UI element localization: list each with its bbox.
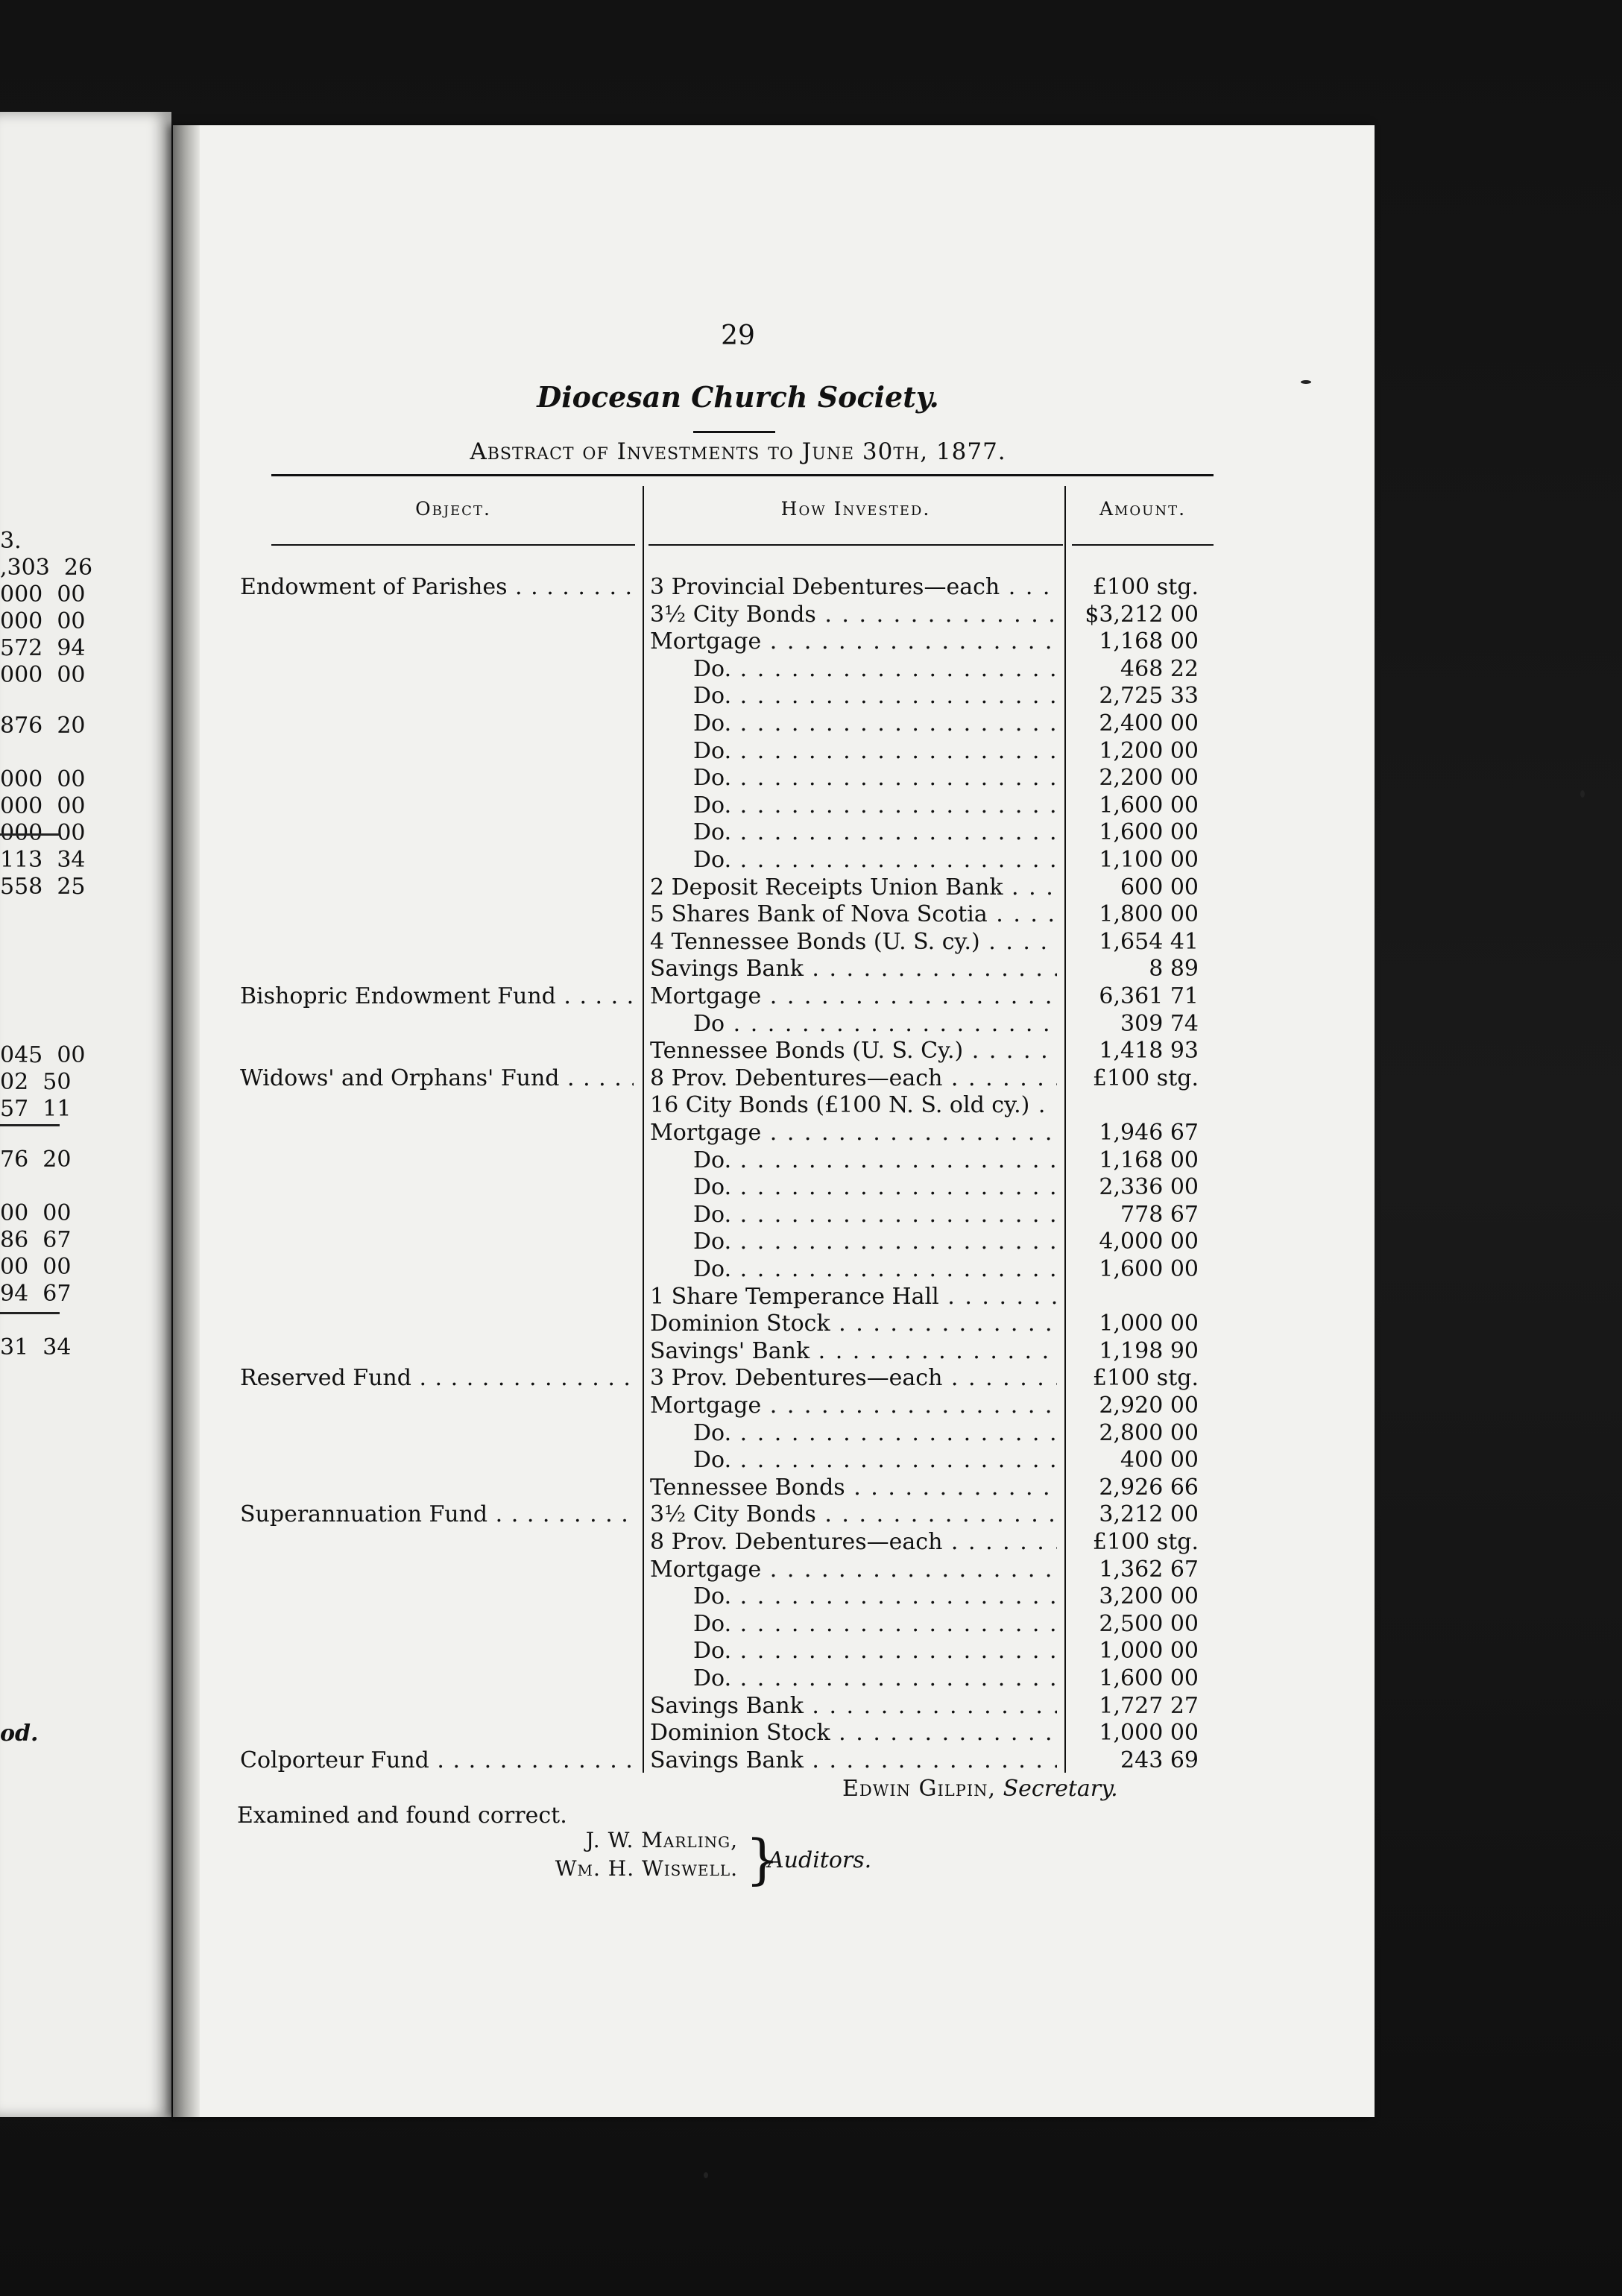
investment-method: Mortgage . . . [650, 1120, 1057, 1147]
investment-amount: 1,600 00 [1099, 819, 1199, 846]
investment-method: Do. . . . [693, 1174, 1057, 1201]
investment-amount: £100 stg. [1092, 1529, 1199, 1555]
investment-method: Do. . . . [693, 1583, 1057, 1610]
investment-method: 3 Prov. Debentures—each . . . [650, 1365, 1057, 1392]
investment-amount: £100 stg. [1092, 1365, 1199, 1392]
fund-name: Widows' and Orphans' Fund . . . [240, 1065, 634, 1092]
investment-amount: 3,200 00 [1099, 1583, 1199, 1610]
fund-name: Colporteur Fund . . . [240, 1747, 634, 1774]
column-header-how-invested: How Invested. [780, 498, 931, 520]
left-page-fragment: 57 11 [0, 1096, 72, 1122]
investment-method: Do. . . . [693, 1638, 1057, 1665]
investment-amount: 400 00 [1120, 1447, 1199, 1474]
investment-method: 8 Prov. Debentures—each . . . [650, 1529, 1057, 1556]
investment-amount: 1,000 00 [1099, 1311, 1199, 1337]
secretary-name: Edwin Gilpin, [842, 1776, 997, 1802]
investment-method: Do. . . . [693, 847, 1057, 874]
investment-method: Dominion Stock . . . [650, 1720, 1057, 1747]
investment-amount: 6,361 71 [1099, 983, 1199, 1009]
investment-method: 4 Tennessee Bonds (U. S. cy.) . . . [650, 929, 1057, 956]
fund-name: Endowment of Parishes . . . [240, 574, 634, 601]
left-page-fragment: 113 34 [0, 847, 86, 873]
investment-amount: 1,600 00 [1099, 1665, 1199, 1691]
column-header-object: Object. [415, 498, 491, 520]
investment-method: Savings Bank . . . [650, 1747, 1057, 1774]
left-page-fragment: 000 00 [0, 608, 86, 634]
investment-method: 1 Share Temperance Hall . . . [650, 1284, 1057, 1311]
header-rule-amount [1072, 544, 1214, 546]
investment-amount: 1,198 90 [1099, 1337, 1199, 1364]
investment-method: Do. . . . [693, 1147, 1057, 1174]
investment-amount: 243 69 [1120, 1747, 1199, 1773]
investment-amount: 8 89 [1149, 956, 1199, 983]
investment-amount: 600 00 [1120, 874, 1199, 901]
investment-amount: 2,400 00 [1099, 710, 1199, 737]
table-top-rule [271, 474, 1214, 476]
investment-amount: 1,600 00 [1099, 1256, 1199, 1282]
abstract-title: Abstract of Investments to June 30th, 1877. [470, 438, 1006, 465]
scan-speck [704, 2172, 708, 2178]
investment-method: Savings Bank . . . [650, 1693, 1057, 1720]
investment-method: 2 Deposit Receipts Union Bank . . . [650, 874, 1057, 901]
left-page-rule [0, 1312, 60, 1314]
scan-speck [1580, 790, 1585, 798]
investment-method: Savings' Bank . . . [650, 1338, 1057, 1365]
fund-name: Reserved Fund . . . [240, 1365, 634, 1392]
scan-speck [1301, 380, 1311, 384]
investment-amount: 1,000 00 [1099, 1720, 1199, 1747]
investment-method: 8 Prov. Debentures—each . . . [650, 1065, 1057, 1092]
header-rule-invested [649, 544, 1063, 546]
left-page-fragment: 86 67 [0, 1227, 72, 1253]
page-number: 29 [721, 321, 755, 351]
investment-method: Tennessee Bonds . . . [650, 1475, 1057, 1501]
investment-amount: 1,168 00 [1099, 628, 1199, 655]
investment-method: Do. . . . [693, 738, 1057, 765]
facing-page-left [0, 112, 171, 2117]
investment-amount: 3,212 00 [1099, 1501, 1199, 1528]
investment-method: Do. . . . [693, 710, 1057, 737]
left-page-fragment: ,303 26 [0, 555, 93, 581]
left-page-fragment: 558 25 [0, 874, 86, 900]
investment-method: Mortgage . . . [650, 1557, 1057, 1583]
investment-amount: £100 stg. [1092, 1065, 1199, 1091]
secretary-title: Secretary. [1003, 1776, 1118, 1802]
investment-method: Do. . . . [693, 765, 1057, 792]
investment-amount: 2,926 66 [1099, 1474, 1199, 1501]
investment-amount: 1,100 00 [1099, 847, 1199, 873]
investment-method: Do. . . . [693, 1229, 1057, 1255]
investment-amount: 1,200 00 [1099, 737, 1199, 764]
left-page-fragment: 02 50 [0, 1069, 72, 1095]
auditor-wiswell: Wm. H. Wiswell. [555, 1856, 738, 1881]
left-page-fragment: 31 34 [0, 1334, 72, 1360]
investment-amount: 2,500 00 [1099, 1610, 1199, 1637]
left-page-fragment: 000 00 [0, 793, 86, 819]
investment-method: 3 Provincial Debentures—each . . . [650, 574, 1057, 601]
investment-amount: 2,200 00 [1099, 765, 1199, 792]
investment-method: Do. . . . [693, 1665, 1057, 1692]
investment-amount: £100 stg. [1092, 574, 1199, 600]
investment-amount: 1,168 00 [1099, 1147, 1199, 1173]
investment-amount: 4,000 00 [1099, 1229, 1199, 1255]
investment-method: Do. . . . [693, 1256, 1057, 1283]
left-page-fragment: 76 20 [0, 1147, 72, 1173]
investment-amount: 309 74 [1120, 1010, 1199, 1037]
header-rule-object [271, 544, 635, 546]
left-page-fragment: 045 00 [0, 1042, 86, 1068]
left-page-rule [0, 833, 60, 836]
column-header-amount: Amount. [1099, 498, 1187, 520]
investment-method: Do. . . . [693, 1420, 1057, 1447]
investment-amount: 1,000 00 [1099, 1638, 1199, 1665]
auditors-brace: } [745, 1828, 780, 1890]
left-page-fragment: 00 00 [0, 1200, 72, 1226]
fund-name: Bishopric Endowment Fund . . . [240, 983, 634, 1010]
investment-method: Dominion Stock . . . [650, 1311, 1057, 1337]
auditors-label: Auditors. [768, 1847, 872, 1873]
left-page-fragment: 000 00 [0, 662, 86, 688]
title-rule [693, 431, 775, 433]
investment-amount: 778 67 [1120, 1201, 1199, 1228]
examined-note: Examined and found correct. [237, 1803, 567, 1829]
investment-amount: 1,600 00 [1099, 792, 1199, 819]
investment-method: Savings Bank . . . [650, 956, 1057, 983]
investment-method: 3½ City Bonds . . . [650, 602, 1057, 628]
fund-name: Superannuation Fund . . . [240, 1501, 634, 1528]
investment-method: 5 Shares Bank of Nova Scotia . . . [650, 901, 1057, 928]
investment-method: Do. . . . [693, 683, 1057, 710]
secretary-signature [842, 1776, 1118, 1802]
investment-amount: 1,362 67 [1099, 1556, 1199, 1583]
column-divider-left [643, 486, 644, 1773]
investment-method: Tennessee Bonds (U. S. Cy.) . . . [650, 1038, 1057, 1065]
investment-method: Do . . . [693, 1011, 1057, 1038]
investment-method: Mortgage . . . [650, 1393, 1057, 1419]
investment-amount: 1,654 41 [1099, 928, 1199, 955]
investment-amount: 2,725 33 [1099, 683, 1199, 710]
investment-amount: 2,920 00 [1099, 1393, 1199, 1419]
investment-method: Do. . . . [693, 1447, 1057, 1474]
investment-amount: 1,946 67 [1099, 1120, 1199, 1146]
left-page-fragment: 000 00 [0, 581, 86, 608]
investment-amount: 2,800 00 [1099, 1419, 1199, 1446]
left-page-fragment: 94 67 [0, 1281, 72, 1307]
investment-method: Mortgage . . . [650, 983, 1057, 1010]
investment-method: Do. . . . [693, 1202, 1057, 1229]
left-page-tail-text: od. [0, 1721, 39, 1747]
investment-amount: 2,336 00 [1099, 1174, 1199, 1201]
left-page-fragment: 00 00 [0, 1254, 72, 1280]
investment-method: Do. . . . [693, 819, 1057, 846]
page-spine-shadow [173, 125, 200, 2117]
auditor-marling: J. W. Marling, [585, 1828, 738, 1852]
society-title: Diocesan Church Society. [537, 380, 939, 414]
left-page-rule [0, 1124, 60, 1126]
investment-method: Do. . . . [693, 656, 1057, 683]
investment-method: Do. . . . [693, 792, 1057, 819]
investment-method: Do. . . . [693, 1611, 1057, 1638]
investment-method: 3½ City Bonds . . . [650, 1501, 1057, 1528]
investment-amount: $3,212 00 [1085, 601, 1199, 628]
investment-amount: 468 22 [1120, 655, 1199, 682]
left-page-fragment: 000 00 [0, 820, 86, 846]
left-page-fragment: 876 20 [0, 713, 86, 739]
investment-method: 16 City Bonds (£100 N. S. old cy.) . . . [650, 1092, 1057, 1119]
investment-amount: 1,800 00 [1099, 901, 1199, 928]
left-page-fragment: 3. [0, 528, 22, 554]
investment-method: Mortgage . . . [650, 628, 1057, 655]
investment-amount: 1,727 27 [1099, 1692, 1199, 1719]
column-divider-right [1064, 486, 1066, 1773]
left-page-fragment: 000 00 [0, 766, 86, 792]
investment-amount: 1,418 93 [1099, 1038, 1199, 1065]
left-page-fragment: 572 94 [0, 635, 86, 661]
